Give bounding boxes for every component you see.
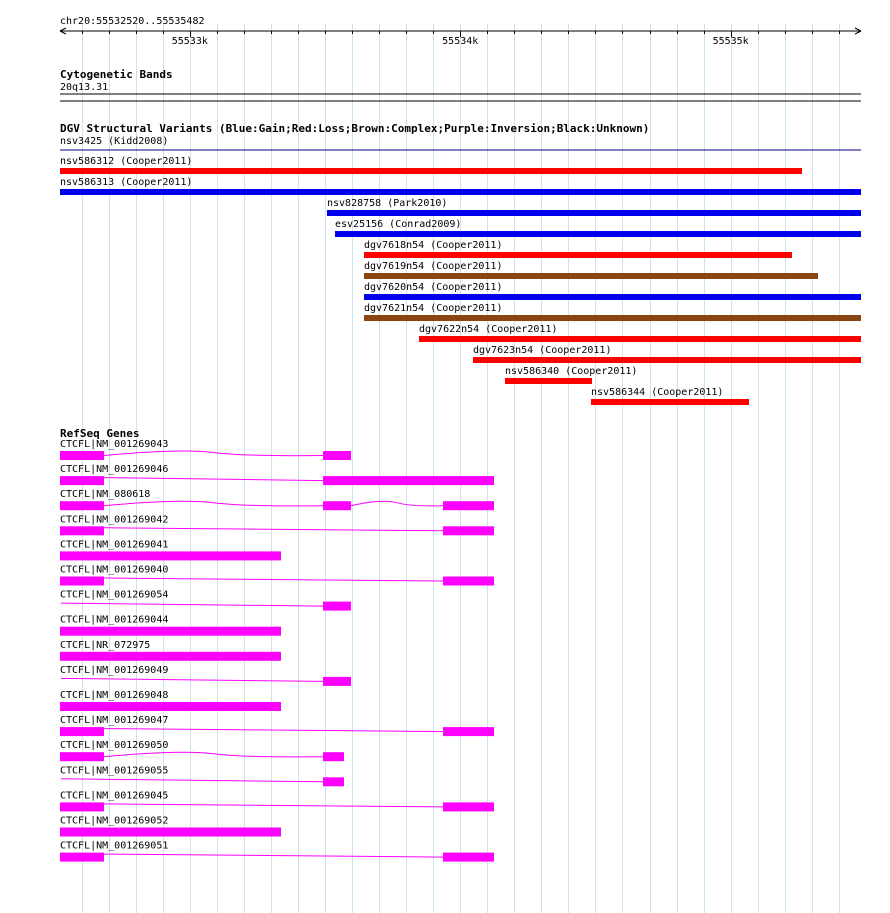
gene-intron	[104, 528, 443, 531]
refseq-gene-rows	[60, 439, 494, 862]
gene-intron	[61, 779, 323, 782]
gene-row	[60, 816, 281, 837]
region-label: chr20:55532520..55535482	[60, 16, 205, 27]
gene-row	[60, 489, 494, 510]
gene-label: CTCFL|NM_001269043	[60, 439, 169, 450]
gene-exon	[60, 577, 104, 586]
gene-exon	[60, 802, 104, 811]
dgv-variant-label: esv25156 (Conrad2009)	[335, 219, 462, 230]
gene-exon	[323, 501, 351, 510]
refseq-track-title: RefSeq Genes	[60, 427, 140, 440]
dgv-variant-bar	[364, 252, 792, 258]
gene-exon	[443, 853, 494, 862]
gene-row	[60, 539, 281, 560]
gene-row	[60, 590, 351, 611]
gene-row	[60, 740, 344, 761]
gene-exon	[443, 802, 494, 811]
dgv-variant-bar	[60, 189, 861, 195]
cytoband-track-title: Cytogenetic Bands	[60, 68, 173, 81]
dgv-variant-row	[473, 345, 861, 363]
dgv-variant-label: dgv7622n54 (Cooper2011)	[419, 324, 558, 335]
gene-label: CTCFL|NM_001269051	[60, 840, 169, 852]
dgv-variant-bar	[327, 210, 861, 216]
dgv-variant-label: dgv7621n54 (Cooper2011)	[364, 303, 503, 314]
gene-label: CTCFL|NR_072975	[60, 639, 151, 651]
grid-lines	[83, 24, 840, 913]
gene-exon	[323, 777, 344, 786]
dgv-variant-bar	[419, 336, 861, 342]
dgv-variant-row	[364, 282, 861, 300]
gene-exon	[443, 727, 494, 736]
gene-row	[60, 765, 344, 786]
gene-label: CTCFL|NM_001269050	[60, 740, 169, 752]
gene-exon	[443, 577, 494, 586]
gene-label: CTCFL|NM_001269049	[60, 664, 169, 676]
dgv-variant-label: nsv586312 (Cooper2011)	[60, 156, 193, 167]
gene-exon	[60, 828, 281, 837]
gene-exon	[60, 526, 104, 535]
gene-row	[60, 790, 494, 811]
gene-row	[60, 615, 281, 636]
dgv-collapsed-label: nsv3425 (Kidd2008)	[60, 136, 169, 147]
gene-intron	[104, 854, 443, 857]
gene-exon	[323, 451, 351, 460]
dgv-variant-row	[60, 156, 802, 174]
dgv-variant-bar	[364, 315, 861, 321]
gene-row	[60, 690, 281, 711]
dgv-variant-row	[335, 219, 861, 237]
gene-exon	[60, 702, 281, 711]
dgv-variant-row	[505, 366, 637, 384]
gene-label: CTCFL|NM_001269044	[60, 614, 169, 626]
dgv-variant-row	[364, 261, 818, 279]
gene-intron	[351, 501, 443, 506]
dgv-variant-row	[364, 240, 792, 258]
gene-row	[60, 439, 351, 460]
cytoband-label: 20q13.31	[60, 82, 109, 93]
gene-exon	[323, 476, 494, 485]
gene-row	[60, 715, 494, 736]
dgv-track-title: DGV Structural Variants (Blue:Gain;Red:Loss;Brown:Complex;Purple:Inversion;Black:Unknown)	[60, 122, 650, 135]
gene-intron	[104, 804, 443, 807]
dgv-variant-row	[364, 303, 861, 321]
gene-row	[60, 565, 494, 586]
dgv-variant-label: nsv586313 (Cooper2011)	[60, 177, 193, 188]
gene-intron	[104, 578, 443, 581]
gene-exon	[443, 526, 494, 535]
gene-label: CTCFL|NM_001269040	[60, 564, 169, 576]
gene-intron	[61, 603, 323, 606]
gene-label: CTCFL|NM_001269052	[60, 815, 169, 827]
gene-label: CTCFL|NM_001269041	[60, 539, 169, 551]
gene-exon	[443, 501, 494, 510]
ruler-tick-label: 55535k	[712, 36, 749, 47]
gene-row	[60, 640, 281, 661]
refseq-track	[60, 427, 494, 862]
gene-exon	[60, 476, 104, 485]
dgv-variant-label: dgv7619n54 (Cooper2011)	[364, 261, 503, 272]
ruler-tick-label: 55534k	[442, 36, 479, 47]
dgv-variant-bar	[591, 399, 749, 405]
gene-exon	[60, 551, 281, 560]
ruler-tick-label: 55533k	[171, 36, 208, 47]
gene-intron	[61, 678, 323, 681]
gene-row	[60, 665, 351, 686]
gene-label: CTCFL|NM_001269054	[60, 589, 169, 601]
gene-intron	[104, 729, 443, 732]
dgv-variant-bar	[364, 294, 861, 300]
gene-label: CTCFL|NM_001269042	[60, 514, 169, 526]
gene-row	[60, 514, 494, 535]
dgv-variant-bar	[505, 378, 592, 384]
gene-label: CTCFL|NM_001269046	[60, 464, 169, 476]
dgv-variant-bar	[473, 357, 861, 363]
dgv-variant-label: dgv7620n54 (Cooper2011)	[364, 282, 503, 293]
dgv-variant-row	[591, 387, 749, 405]
gene-exon	[60, 501, 104, 510]
gene-label: CTCFL|NM_080618	[60, 489, 151, 501]
dgv-variant-bar	[60, 168, 802, 174]
gene-label: CTCFL|NM_001269048	[60, 690, 169, 701]
gene-row	[60, 464, 494, 485]
ruler-track	[60, 16, 861, 47]
dgv-variant-row	[327, 198, 861, 216]
gene-exon	[323, 602, 351, 611]
gene-exon	[60, 652, 281, 661]
gene-exon	[323, 752, 344, 761]
gene-exon	[60, 752, 104, 761]
gene-label: CTCFL|NM_001269055	[60, 765, 169, 777]
gene-exon	[60, 451, 104, 460]
gene-row	[60, 841, 494, 862]
dgv-variant-label: nsv586344 (Cooper2011)	[591, 387, 724, 398]
dgv-variant-row	[419, 324, 861, 342]
gene-exon	[323, 677, 351, 686]
dgv-variant-label: dgv7618n54 (Cooper2011)	[364, 240, 503, 251]
dgv-variant-bar	[364, 273, 818, 279]
dgv-variant-label: nsv586340 (Cooper2011)	[505, 366, 638, 377]
gene-exon	[60, 853, 104, 862]
gene-exon	[60, 627, 281, 636]
gene-exon	[60, 727, 104, 736]
ruler-ticks	[83, 31, 840, 47]
dgv-variant-bar	[335, 231, 861, 237]
gene-label: CTCFL|NM_001269047	[60, 715, 169, 727]
gene-label: CTCFL|NM_001269045	[60, 790, 169, 802]
dgv-variant-label: nsv828758 (Park2010)	[327, 198, 448, 209]
dgv-variant-label: dgv7623n54 (Cooper2011)	[473, 345, 612, 356]
